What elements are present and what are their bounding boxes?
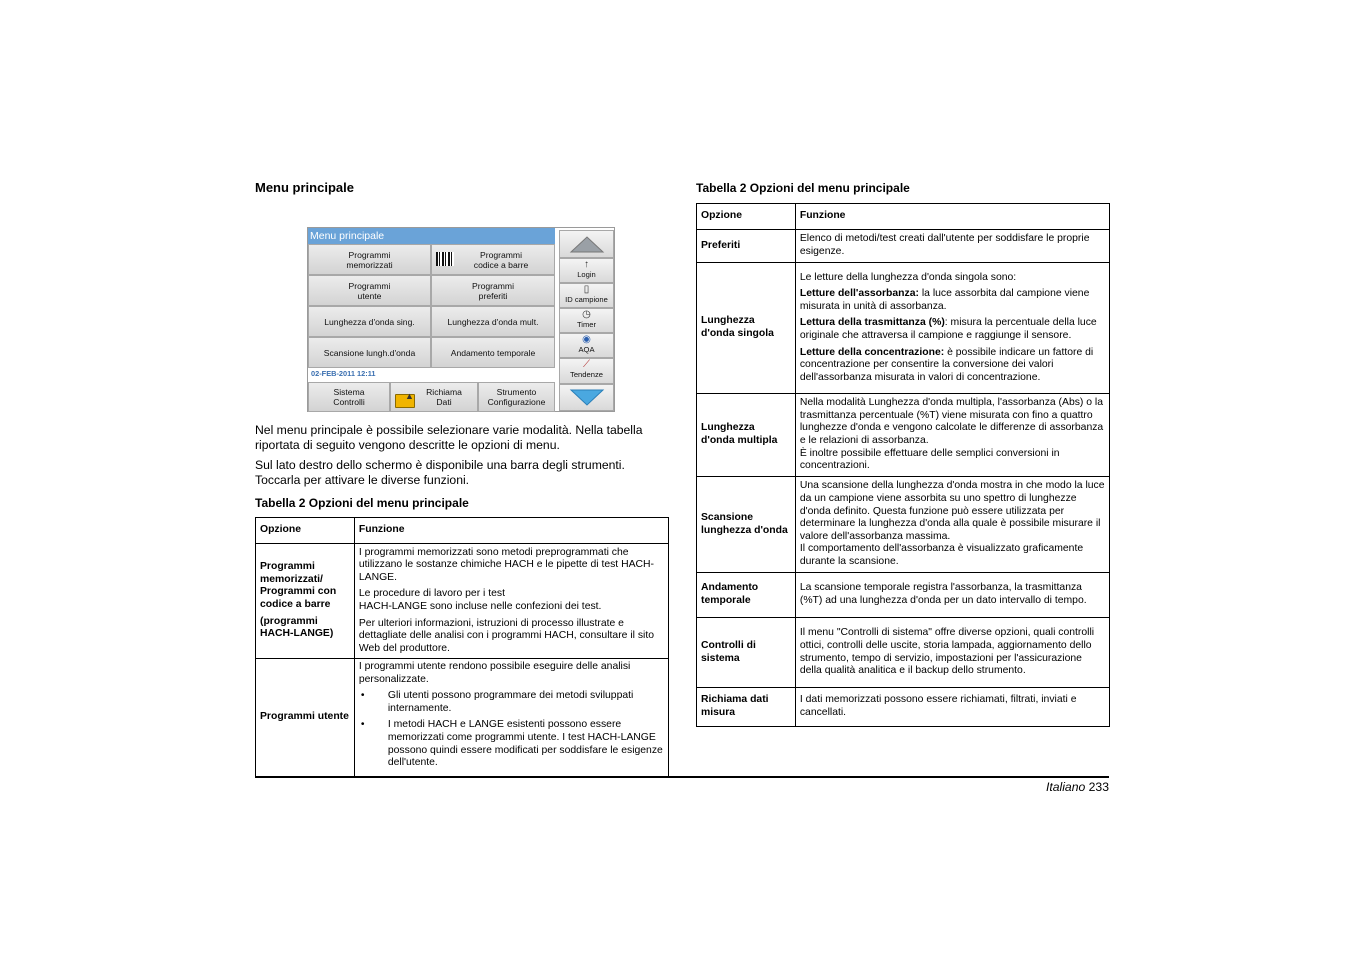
timer-icon: ◷: [582, 309, 591, 320]
option-cell: Programmi utente: [256, 659, 355, 777]
option-cell: Preferiti: [697, 230, 796, 263]
sample-id-icon: ▯: [583, 284, 590, 295]
table-row: [697, 618, 1110, 688]
screen-button-wavelength-scan: Scansione lungh.d'onda: [308, 337, 431, 368]
header-option: Opzione: [256, 518, 355, 544]
table-row: [697, 230, 1110, 263]
header-function: Funzione: [354, 518, 668, 544]
screen-title: Menu principale: [308, 228, 555, 244]
arrow-up-icon: [569, 235, 605, 253]
option-cell: Programmi memorizzati/ Programmi con codice a barre (programmi HACH-LANGE): [256, 544, 355, 659]
screen-button-stored-programs: Programmi memorizzati: [308, 244, 431, 275]
page-footer: [1046, 780, 1109, 794]
arrow-down-icon: [569, 389, 605, 407]
screen-button-multi-wavelength: Lunghezza d'onda mult.: [431, 306, 555, 337]
intro-paragraph: Nel menu principale è possibile selezionare varie modalità. Nella tabella riportata di seguito vengono descritte le opzioni di menu.: [255, 423, 643, 452]
table-row: [697, 394, 1110, 477]
option-cell: Lunghezza d'onda singola: [697, 263, 796, 394]
screen-button-system-checks: Sistema Controlli: [308, 382, 390, 412]
table-row: [256, 659, 669, 777]
table-header-row: [256, 518, 669, 544]
header-option: Opzione: [697, 204, 796, 230]
toolbar-scroll-up: [559, 230, 614, 258]
function-cell: Una scansione della lunghezza d'onda mostra in che modo la luce da un campione viene assorbita su uno spettro di lunghezze d'onda definito. Questa funzione può essere utilizzata per determinare la lunghezza d'onda alla quale è possibile misurare il valore dell'assorbanza massima. Il comportamento dell'assorbanza è visualizzato graficamente durante la scansione.: [795, 477, 1109, 573]
toolbar-aqa: ◉ AQA: [559, 333, 614, 358]
toolbar-trends: ⟋ Tendenze: [559, 358, 614, 384]
screen-button-user-programs: Programmi utente: [308, 275, 431, 306]
table-row: [697, 477, 1110, 573]
screen-button-time-course: Andamento temporale: [431, 337, 555, 368]
table-header-row: [697, 204, 1110, 230]
header-function: Funzione: [795, 204, 1109, 230]
section-heading: Menu principale: [255, 180, 354, 195]
option-cell: Andamento temporale: [697, 573, 796, 618]
screen-button-favorite-programs: Programmi preferiti: [431, 275, 555, 306]
function-cell: I programmi utente rendono possibile eseguire delle analisi personalizzate. • Gli utenti possono programmare dei metodi sviluppati internamente. • I metodi HACH e LANGE esistenti possono essere memorizzati come programmi utente. I test HACH-LANGE possono quindi essere modificati per soddisfare le esigenze dell'utente.: [354, 659, 668, 777]
screen-button-recall-data: ▲ Richiama Dati: [390, 382, 478, 412]
footer-rule: [255, 776, 1109, 778]
function-cell: La scansione temporale registra l'assorbanza, la trasmittanza (%T) ad una lunghezza d'onda per un dato intervallo di tempo.: [795, 573, 1109, 618]
list-item: • Gli utenti possono programmare dei metodi sviluppati internamente.: [359, 690, 664, 715]
right-table-title: Tabella 2 Opzioni del menu principale: [696, 181, 910, 195]
table-row: [697, 688, 1110, 727]
function-cell: Nella modalità Lunghezza d'onda multipla, l'assorbanza (Abs) o la trasmittanza percentuale (%T) viene misurata con fino a quattro lunghezze d'onda e vengono calcolate le differenze di assorbanza e le relazioni di assorbanza. È inoltre possibile effettuare delle semplici conversioni in concentrazioni.: [795, 394, 1109, 477]
function-cell: I programmi memorizzati sono metodi preprogrammati che utilizzano le sostanze chimiche HACH e le pipette di test HACH-LANGE. Le procedure di lavoro per i test HACH-LANGE sono incluse nelle confezioni dei test. Per ulteriori informazioni, istruzioni di processo illustrate e dettagliate delle analisi con i programmi HACH, consultare il sito Web del produttore.: [354, 544, 668, 659]
login-icon: ↑: [584, 259, 589, 270]
folder-icon: ▲: [395, 394, 415, 408]
option-cell: Richiama dati misura: [697, 688, 796, 727]
option-cell: Scansione lunghezza d'onda: [697, 477, 796, 573]
function-cell: I dati memorizzati possono essere richiamati, filtrati, inviati e cancellati.: [795, 688, 1109, 727]
function-cell: Le letture della lunghezza d'onda singola sono: Letture dell'assorbanza: la luce assorbita dal campione viene misurata in unità di assorbanza. Lettura della trasmittanza (%): misura la percentuale della luce originale che attraversa il campione e raggiunge il sensore. Letture della concentrazione: è possibile indicare un fattore di concentrazione per consentire la conversione dei valori dell'assorbanza misurata in valori di concentrazione.: [795, 263, 1109, 394]
option-cell: Controlli di sistema: [697, 618, 796, 688]
toolbar-sample-id: ▯ ID campione: [559, 283, 614, 308]
screen-button-barcode-programs: Programmi codice a barre: [431, 244, 555, 275]
barcode-icon: [436, 252, 454, 266]
page-number: 233: [1088, 780, 1109, 794]
left-options-table: [255, 517, 669, 777]
trend-icon: ⟋: [583, 359, 590, 370]
toolbar-login: ↑ Login: [559, 258, 614, 283]
option-cell: Lunghezza d'onda multipla: [697, 394, 796, 477]
function-cell: Il menu "Controlli di sistema" offre diverse opzioni, quali controlli ottici, controlli delle uscite, storia lampada, aggiornamento dello strumento, tempo di servizio, impostazioni per l'assicurazione della qualità analitica e il backup dello strumento.: [795, 618, 1109, 688]
instrument-screenshot: [307, 227, 615, 412]
aqa-icon: ◉: [582, 334, 591, 345]
table-row: [697, 263, 1110, 394]
table-row: [256, 544, 669, 659]
screen-button-single-wavelength: Lunghezza d'onda sing.: [308, 306, 431, 337]
table-row: [697, 573, 1110, 618]
toolbar-paragraph: Sul lato destro dello schermo è disponibile una barra degli strumenti. Toccarla per attivare le diverse funzioni.: [255, 458, 625, 487]
list-item: • I metodi HACH e LANGE esistenti possono essere memorizzati come programmi utente. I test HACH-LANGE possono quindi essere modificati per soddisfare le esigenze dell'utente.: [359, 719, 664, 769]
right-options-table: [696, 203, 1110, 727]
function-cell: Elenco di metodi/test creati dall'utente per soddisfare le proprie esigenze.: [795, 230, 1109, 263]
left-table-title: Tabella 2 Opzioni del menu principale: [255, 496, 469, 510]
toolbar-timer: ◷ Timer: [559, 308, 614, 333]
toolbar-scroll-down: [559, 384, 614, 411]
screen-date: 02-FEB-2011 12:11: [311, 369, 376, 378]
footer-language: Italiano: [1045, 780, 1086, 794]
screen-button-instrument-setup: Strumento Configurazione: [478, 382, 555, 412]
